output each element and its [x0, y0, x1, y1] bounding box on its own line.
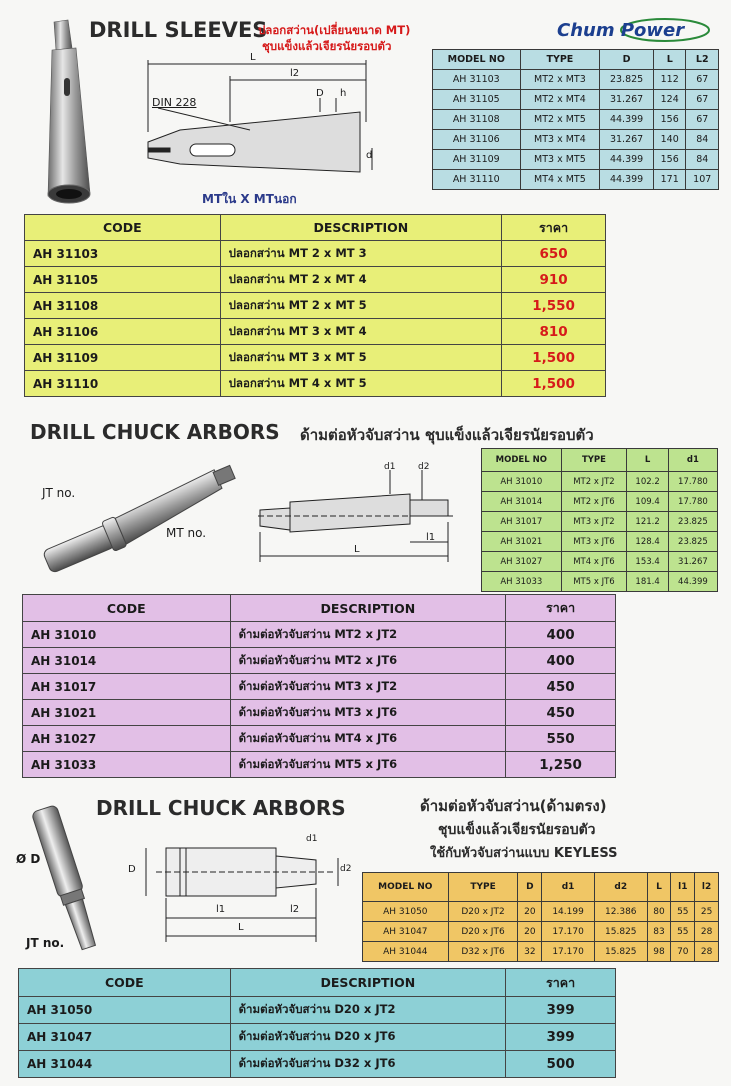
table-row	[25, 241, 606, 267]
section3-subtitle-line3: ใช้กับหัวจับสว่านแบบ KEYLESS	[430, 846, 618, 861]
table-cell: 17.170	[542, 942, 595, 962]
table-cell: 44.399	[668, 572, 717, 592]
table-cell: 14.199	[542, 902, 595, 922]
table-row	[25, 371, 606, 397]
table-cell: ปลอกสว่าน MT 4 x MT 5	[220, 371, 502, 397]
table-cell: 450	[506, 674, 616, 700]
table-row	[23, 752, 616, 778]
straight-arbor-drawing	[126, 826, 356, 956]
col-model-no: MODEL NO	[482, 449, 562, 472]
col-type: TYPE	[520, 50, 600, 70]
svg-text:Chum Power: Chum Power	[557, 20, 685, 41]
table-cell: ด้ามต่อหัวจับสว่าน D20 x JT2	[230, 997, 506, 1024]
price-table-header-row	[19, 969, 616, 997]
table-cell: 1,250	[506, 752, 616, 778]
table-cell: ด้ามต่อหัวจับสว่าน D32 x JT6	[230, 1051, 506, 1078]
table-cell: 121.2	[627, 512, 669, 532]
table-cell: 153.4	[627, 552, 669, 572]
table-row	[25, 319, 606, 345]
table-cell: 67	[686, 70, 719, 90]
spec-table-header-row	[433, 50, 719, 70]
table-cell: AH 31106	[433, 130, 521, 150]
table-cell: AH 31109	[25, 345, 221, 371]
table-cell: 23.825	[668, 512, 717, 532]
table-cell: ด้ามต่อหัวจับสว่าน MT2 x JT6	[230, 648, 506, 674]
straight-arbor-photo	[10, 800, 130, 960]
label-d1: d1	[306, 834, 318, 844]
table-row	[482, 512, 718, 532]
table-row	[433, 90, 719, 110]
table-cell: 910	[502, 267, 606, 293]
section2-subtitle: ด้ามต่อหัวจับสว่าน ชุบแข็งแล้วเจียรนัยรอบตัว	[300, 426, 594, 444]
table-cell: 44.399	[600, 110, 654, 130]
table-cell: 171	[653, 170, 686, 190]
table-cell: MT4 x MT5	[520, 170, 600, 190]
table-cell: MT2 x MT3	[520, 70, 600, 90]
table-cell: AH 31050	[19, 997, 231, 1024]
table-cell: AH 31033	[482, 572, 562, 592]
col-code: CODE	[23, 595, 231, 622]
col-d: D	[600, 50, 654, 70]
table-cell: 156	[653, 110, 686, 130]
table-cell: AH 31047	[19, 1024, 231, 1051]
spec-table-header-row	[363, 873, 719, 902]
table-cell: MT3 x MT4	[520, 130, 600, 150]
table-cell: 67	[686, 90, 719, 110]
table-cell: D32 x JT6	[448, 942, 518, 962]
table-cell: AH 31105	[433, 90, 521, 110]
table-cell: AH 31044	[363, 942, 449, 962]
table-cell: ปลอกสว่าน MT 2 x MT 3	[220, 241, 502, 267]
table-cell: 28	[695, 922, 719, 942]
table-cell: 23.825	[668, 532, 717, 552]
table-cell: 31.267	[600, 130, 654, 150]
table-cell: AH 31017	[23, 674, 231, 700]
table-cell: 44.399	[600, 170, 654, 190]
table-cell: AH 31010	[23, 622, 231, 648]
table-cell: 124	[653, 90, 686, 110]
label-d2: d2	[418, 462, 430, 472]
table-row	[25, 293, 606, 319]
table-cell: AH 31021	[482, 532, 562, 552]
col-code: CODE	[19, 969, 231, 997]
table-cell: MT3 x JT2	[561, 512, 627, 532]
table-row	[23, 648, 616, 674]
table-cell: AH 31033	[23, 752, 231, 778]
table-row	[19, 1051, 616, 1078]
col-l2: l2	[695, 873, 719, 902]
chuck-arbor-photo	[26, 450, 256, 580]
table-cell: 32	[518, 942, 542, 962]
col-price: ราคา	[506, 969, 616, 997]
table-cell: 1,500	[502, 371, 606, 397]
chuck-arbor-drawing	[250, 462, 460, 577]
table-cell: 109.4	[627, 492, 669, 512]
table-cell: 83	[647, 922, 671, 942]
table-cell: 400	[506, 622, 616, 648]
col-type: TYPE	[448, 873, 518, 902]
label-L: L	[354, 544, 360, 555]
table-row	[433, 70, 719, 90]
label-l1: l1	[426, 532, 436, 543]
table-cell: ด้ามต่อหัวจับสว่าน MT5 x JT6	[230, 752, 506, 778]
table-cell: ปลอกสว่าน MT 3 x MT 4	[220, 319, 502, 345]
table-cell: 20	[518, 902, 542, 922]
col-description: DESCRIPTION	[230, 595, 506, 622]
table-row	[482, 472, 718, 492]
label-d2: d2	[340, 864, 352, 874]
table-cell: 55	[671, 922, 695, 942]
diagram-label-h: h	[340, 88, 347, 99]
table-row	[25, 345, 606, 371]
price-table-drill-sleeves	[24, 214, 606, 397]
table-cell: AH 31108	[433, 110, 521, 130]
table-cell: AH 31110	[25, 371, 221, 397]
table-cell: ด้ามต่อหัวจับสว่าน MT3 x JT2	[230, 674, 506, 700]
table-cell: 500	[506, 1051, 616, 1078]
col-d2: d2	[594, 873, 647, 902]
table-row	[433, 110, 719, 130]
table-cell: ปลอกสว่าน MT 3 x MT 5	[220, 345, 502, 371]
section1-subtitle-line2: ชุบแข็งแล้วเจียรนัยรอบตัว	[262, 39, 392, 53]
table-cell: AH 31010	[482, 472, 562, 492]
table-row	[19, 1024, 616, 1051]
table-cell: ปลอกสว่าน MT 2 x MT 5	[220, 293, 502, 319]
label-L: L	[238, 922, 244, 933]
label-d1: d1	[384, 462, 396, 472]
table-cell: MT3 x MT5	[520, 150, 600, 170]
table-cell: MT2 x JT6	[561, 492, 627, 512]
col-L: L	[647, 873, 671, 902]
table-cell: 15.825	[594, 942, 647, 962]
table-row	[482, 492, 718, 512]
table-cell: ปลอกสว่าน MT 2 x MT 4	[220, 267, 502, 293]
table-row	[433, 170, 719, 190]
table-cell: 25	[695, 902, 719, 922]
table-cell: AH 31047	[363, 922, 449, 942]
table-row	[23, 726, 616, 752]
table-row	[23, 674, 616, 700]
table-cell: ด้ามต่อหัวจับสว่าน D20 x JT6	[230, 1024, 506, 1051]
diagram-label-D: D	[316, 88, 324, 99]
section3-subtitle-line1: ด้ามต่อหัวจับสว่าน(ด้ามตรง)	[420, 797, 607, 815]
table-cell: 23.825	[600, 70, 654, 90]
table-cell: 44.399	[600, 150, 654, 170]
section3-title: DRILL CHUCK ARBORS	[96, 796, 346, 820]
label-l1: l1	[216, 904, 226, 915]
price-table-header-row	[25, 215, 606, 241]
col-code: CODE	[25, 215, 221, 241]
table-cell: 84	[686, 150, 719, 170]
table-cell: 650	[502, 241, 606, 267]
table-cell: AH 31106	[25, 319, 221, 345]
table-row	[482, 532, 718, 552]
table-cell: 31.267	[668, 552, 717, 572]
table-cell: 810	[502, 319, 606, 345]
diagram-label-l2: l2	[290, 68, 300, 79]
table-cell: 399	[506, 1024, 616, 1051]
table-cell: 112	[653, 70, 686, 90]
table-cell: AH 31050	[363, 902, 449, 922]
col-description: DESCRIPTION	[220, 215, 502, 241]
table-row	[19, 997, 616, 1024]
col-d1: d1	[542, 873, 595, 902]
price-table-straight-arbors	[18, 968, 616, 1078]
table-cell: AH 31108	[25, 293, 221, 319]
spec-table-straight-arbors	[362, 872, 719, 962]
col-d1: d1	[668, 449, 717, 472]
spec-table-drill-sleeves	[432, 49, 719, 190]
table-cell: 550	[506, 726, 616, 752]
table-cell: MT2 x MT4	[520, 90, 600, 110]
table-row	[363, 922, 719, 942]
section2-title: DRILL CHUCK ARBORS	[30, 420, 280, 444]
table-cell: 17.780	[668, 492, 717, 512]
table-row	[23, 622, 616, 648]
label-l2: l2	[290, 904, 300, 915]
table-row	[433, 150, 719, 170]
table-cell: 102.2	[627, 472, 669, 492]
diagram-label-d: d	[366, 150, 373, 161]
table-cell: AH 31044	[19, 1051, 231, 1078]
table-cell: 84	[686, 130, 719, 150]
col-type: TYPE	[561, 449, 627, 472]
label-od: Ø D	[16, 852, 41, 866]
table-cell: 15.825	[594, 922, 647, 942]
table-cell: 55	[671, 902, 695, 922]
table-cell: 12.386	[594, 902, 647, 922]
col-l: L	[627, 449, 669, 472]
table-cell: AH 31109	[433, 150, 521, 170]
table-cell: ด้ามต่อหัวจับสว่าน MT4 x JT6	[230, 726, 506, 752]
table-cell: D20 x JT6	[448, 922, 518, 942]
table-cell: AH 31014	[23, 648, 231, 674]
col-l: L	[653, 50, 686, 70]
table-cell: MT4 x JT6	[561, 552, 627, 572]
diagram-label-L: L	[250, 52, 256, 63]
label-D: D	[128, 864, 136, 875]
section3-subtitle-line2: ชุบแข็งแล้วเจียรนัยรอบตัว	[438, 822, 596, 838]
col-price: ราคา	[506, 595, 616, 622]
drill-sleeve-photo	[40, 18, 100, 208]
brand-logo	[553, 14, 713, 44]
col-description: DESCRIPTION	[230, 969, 506, 997]
price-table-chuck-arbors	[22, 594, 616, 778]
table-cell: 70	[671, 942, 695, 962]
label-jt-no: JT no.	[26, 936, 65, 950]
diagram-caption: MTใน X MTนอก	[202, 192, 297, 206]
table-row	[433, 130, 719, 150]
table-row	[25, 267, 606, 293]
table-cell: AH 31110	[433, 170, 521, 190]
label-jt-no: JT no.	[42, 486, 76, 500]
section1-title: DRILL SLEEVES	[89, 18, 268, 42]
spec-table-chuck-arbors	[481, 448, 718, 592]
table-row	[23, 700, 616, 726]
table-cell: AH 31014	[482, 492, 562, 512]
col-model-no: MODEL NO	[363, 873, 449, 902]
table-row	[482, 572, 718, 592]
table-cell: 1,550	[502, 293, 606, 319]
table-cell: 20	[518, 922, 542, 942]
table-cell: MT2 x JT2	[561, 472, 627, 492]
table-cell: 450	[506, 700, 616, 726]
table-cell: 17.780	[668, 472, 717, 492]
table-cell: AH 31017	[482, 512, 562, 532]
table-cell: 181.4	[627, 572, 669, 592]
price-table-header-row	[23, 595, 616, 622]
table-cell: 156	[653, 150, 686, 170]
table-cell: 31.267	[600, 90, 654, 110]
table-row	[363, 902, 719, 922]
col-l1: l1	[671, 873, 695, 902]
table-cell: AH 31105	[25, 267, 221, 293]
table-cell: AH 31021	[23, 700, 231, 726]
table-row	[363, 942, 719, 962]
table-cell: AH 31103	[433, 70, 521, 90]
col-price: ราคา	[502, 215, 606, 241]
table-cell: 98	[647, 942, 671, 962]
table-cell: 17.170	[542, 922, 595, 942]
table-cell: 107	[686, 170, 719, 190]
col-l2: L2	[686, 50, 719, 70]
table-cell: 67	[686, 110, 719, 130]
table-cell: 399	[506, 997, 616, 1024]
table-cell: 28	[695, 942, 719, 962]
label-mt-no: MT no.	[166, 526, 207, 540]
table-cell: ด้ามต่อหัวจับสว่าน MT2 x JT2	[230, 622, 506, 648]
table-cell: 128.4	[627, 532, 669, 552]
col-D: D	[518, 873, 542, 902]
col-model-no: MODEL NO	[433, 50, 521, 70]
table-cell: 140	[653, 130, 686, 150]
table-cell: 1,500	[502, 345, 606, 371]
table-cell: AH 31027	[23, 726, 231, 752]
table-cell: MT2 x MT5	[520, 110, 600, 130]
table-cell: 80	[647, 902, 671, 922]
spec-table-header-row	[482, 449, 718, 472]
table-row	[482, 552, 718, 572]
table-cell: 400	[506, 648, 616, 674]
table-cell: AH 31103	[25, 241, 221, 267]
section1-subtitle-line1: ปลอกสว่าน(เปลี่ยนขนาด MT)	[258, 23, 411, 37]
table-cell: AH 31027	[482, 552, 562, 572]
diagram-label-din: DIN 228	[152, 96, 197, 109]
table-cell: D20 x JT2	[448, 902, 518, 922]
table-cell: ด้ามต่อหัวจับสว่าน MT3 x JT6	[230, 700, 506, 726]
table-cell: MT5 x JT6	[561, 572, 627, 592]
drill-sleeve-diagram	[140, 52, 380, 192]
table-cell: MT3 x JT6	[561, 532, 627, 552]
